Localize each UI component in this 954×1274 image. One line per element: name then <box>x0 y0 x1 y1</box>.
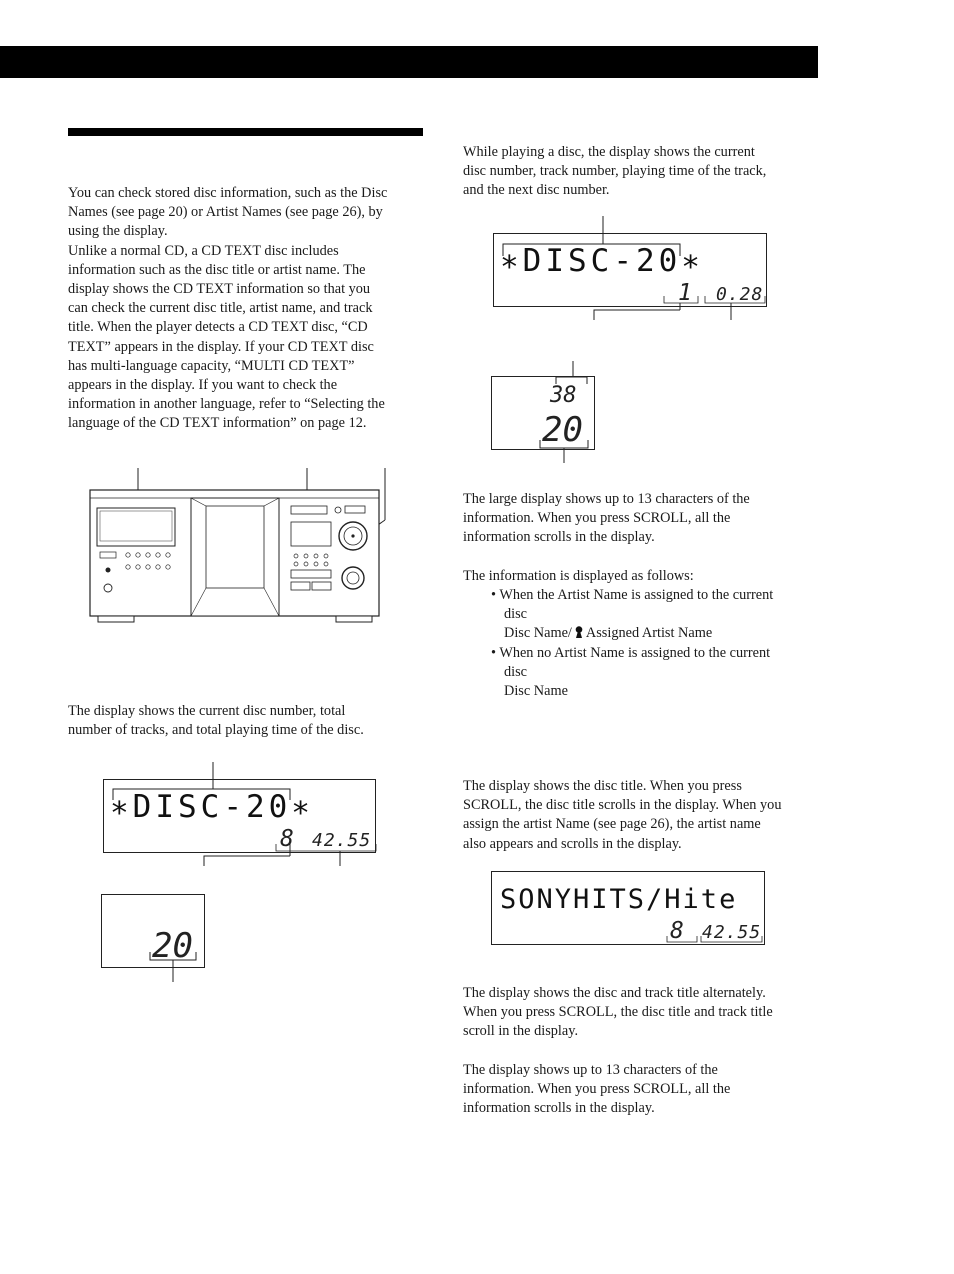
display-total-time: 42.55 <box>312 830 372 851</box>
bullet-line: • When no Artist Name is assigned to the current <box>491 645 771 661</box>
cdtext-line: assign the artist Name (see page 26), the artist name <box>463 816 761 833</box>
display-track-number: 1 <box>678 280 692 306</box>
large-line: The large display shows up to 13 characters of the <box>463 491 750 507</box>
bullet-artist-name: Assigned Artist Name <box>585 625 713 642</box>
bullet-line: disc <box>504 664 528 681</box>
playing-line: and the next disc number. <box>463 182 610 199</box>
chars-paragraph <box>463 1061 823 1119</box>
alternate-line: scroll in the display. <box>463 1023 579 1040</box>
cdtext-line: SCROLL, the disc title scrolls in the display. When you <box>463 797 782 814</box>
display-cdtext-title: SONYHITS/Hite <box>500 884 738 915</box>
intro-line: display shows the CD TEXT information so that you <box>68 281 371 298</box>
intro-line: information in another language, refer to “Selecting the <box>68 396 385 413</box>
intro-line: can check the current disc title, artist name, and track <box>68 300 373 317</box>
bullet-line: disc <box>504 606 528 623</box>
bullet-disc-name: Disc Name/ <box>504 625 572 642</box>
display-next-disc: 38 <box>550 383 577 408</box>
stopped-line: number of tracks, and total playing time of the disc. <box>68 722 364 739</box>
large-line: information. When you press SCROLL, all the <box>463 510 731 527</box>
intro-line: language of the CD TEXT information” on page 12. <box>68 415 367 432</box>
chars-line: The display shows up to 13 characters of the <box>463 1062 718 1078</box>
intro-line: TEXT” appears in the display. If your CD TEXT disc <box>68 338 374 355</box>
chars-line: information scrolls in the display. <box>463 1100 655 1117</box>
display-total-tracks: 8 <box>280 826 294 852</box>
intro-line: Names (see page 20) or Artist Names (see page 26), by <box>68 204 383 221</box>
display-disc-label: ∗DISC-20∗ <box>500 243 704 279</box>
cdtext-line: The display shows the disc title. When you press <box>463 778 742 794</box>
chars-line: information. When you press SCROLL, all the <box>463 1081 731 1098</box>
intro-line: Unlike a normal CD, a CD TEXT disc includes <box>68 242 339 259</box>
intro-line: appears in the display. If you want to check the <box>68 377 338 394</box>
stopped-line: The display shows the current disc number, total <box>68 703 346 719</box>
alternate-paragraph <box>463 984 823 1042</box>
alternate-line: When you press SCROLL, the disc title and track title <box>463 1004 773 1021</box>
intro-line: title. When the player detects a CD TEXT disc, “CD <box>68 319 368 336</box>
display-track-time: 0.28 <box>716 284 764 305</box>
bullet-line: Disc Name <box>504 683 568 700</box>
alternate-line: The display shows the disc and track title alternately. <box>463 985 766 1001</box>
bullet-line: • When the Artist Name is assigned to the current <box>491 587 774 603</box>
info-heading: The information is displayed as follows: <box>463 568 694 584</box>
playing-line: While playing a disc, the display shows the current <box>463 144 755 160</box>
display-disc-number: 20 <box>152 926 193 966</box>
intro-line: using the display. <box>68 223 168 240</box>
playing-line: disc number, track number, playing time of the track, <box>463 163 767 180</box>
intro-line: has multi-language capacity, “MULTI CD TEXT” <box>68 357 355 374</box>
display-disc-label: ∗DISC-20∗ <box>110 789 314 825</box>
large-line: information scrolls in the display. <box>463 529 655 546</box>
cdtext-line: also appears and scrolls in the display. <box>463 835 682 852</box>
display-total-tracks: 8 <box>670 918 684 944</box>
intro-line: You can check stored disc information, such as the Disc <box>68 185 388 201</box>
display-current-disc: 20 <box>542 410 583 450</box>
intro-line: information such as the disc title or artist name. The <box>68 261 366 278</box>
display-total-time: 42.55 <box>702 922 762 943</box>
